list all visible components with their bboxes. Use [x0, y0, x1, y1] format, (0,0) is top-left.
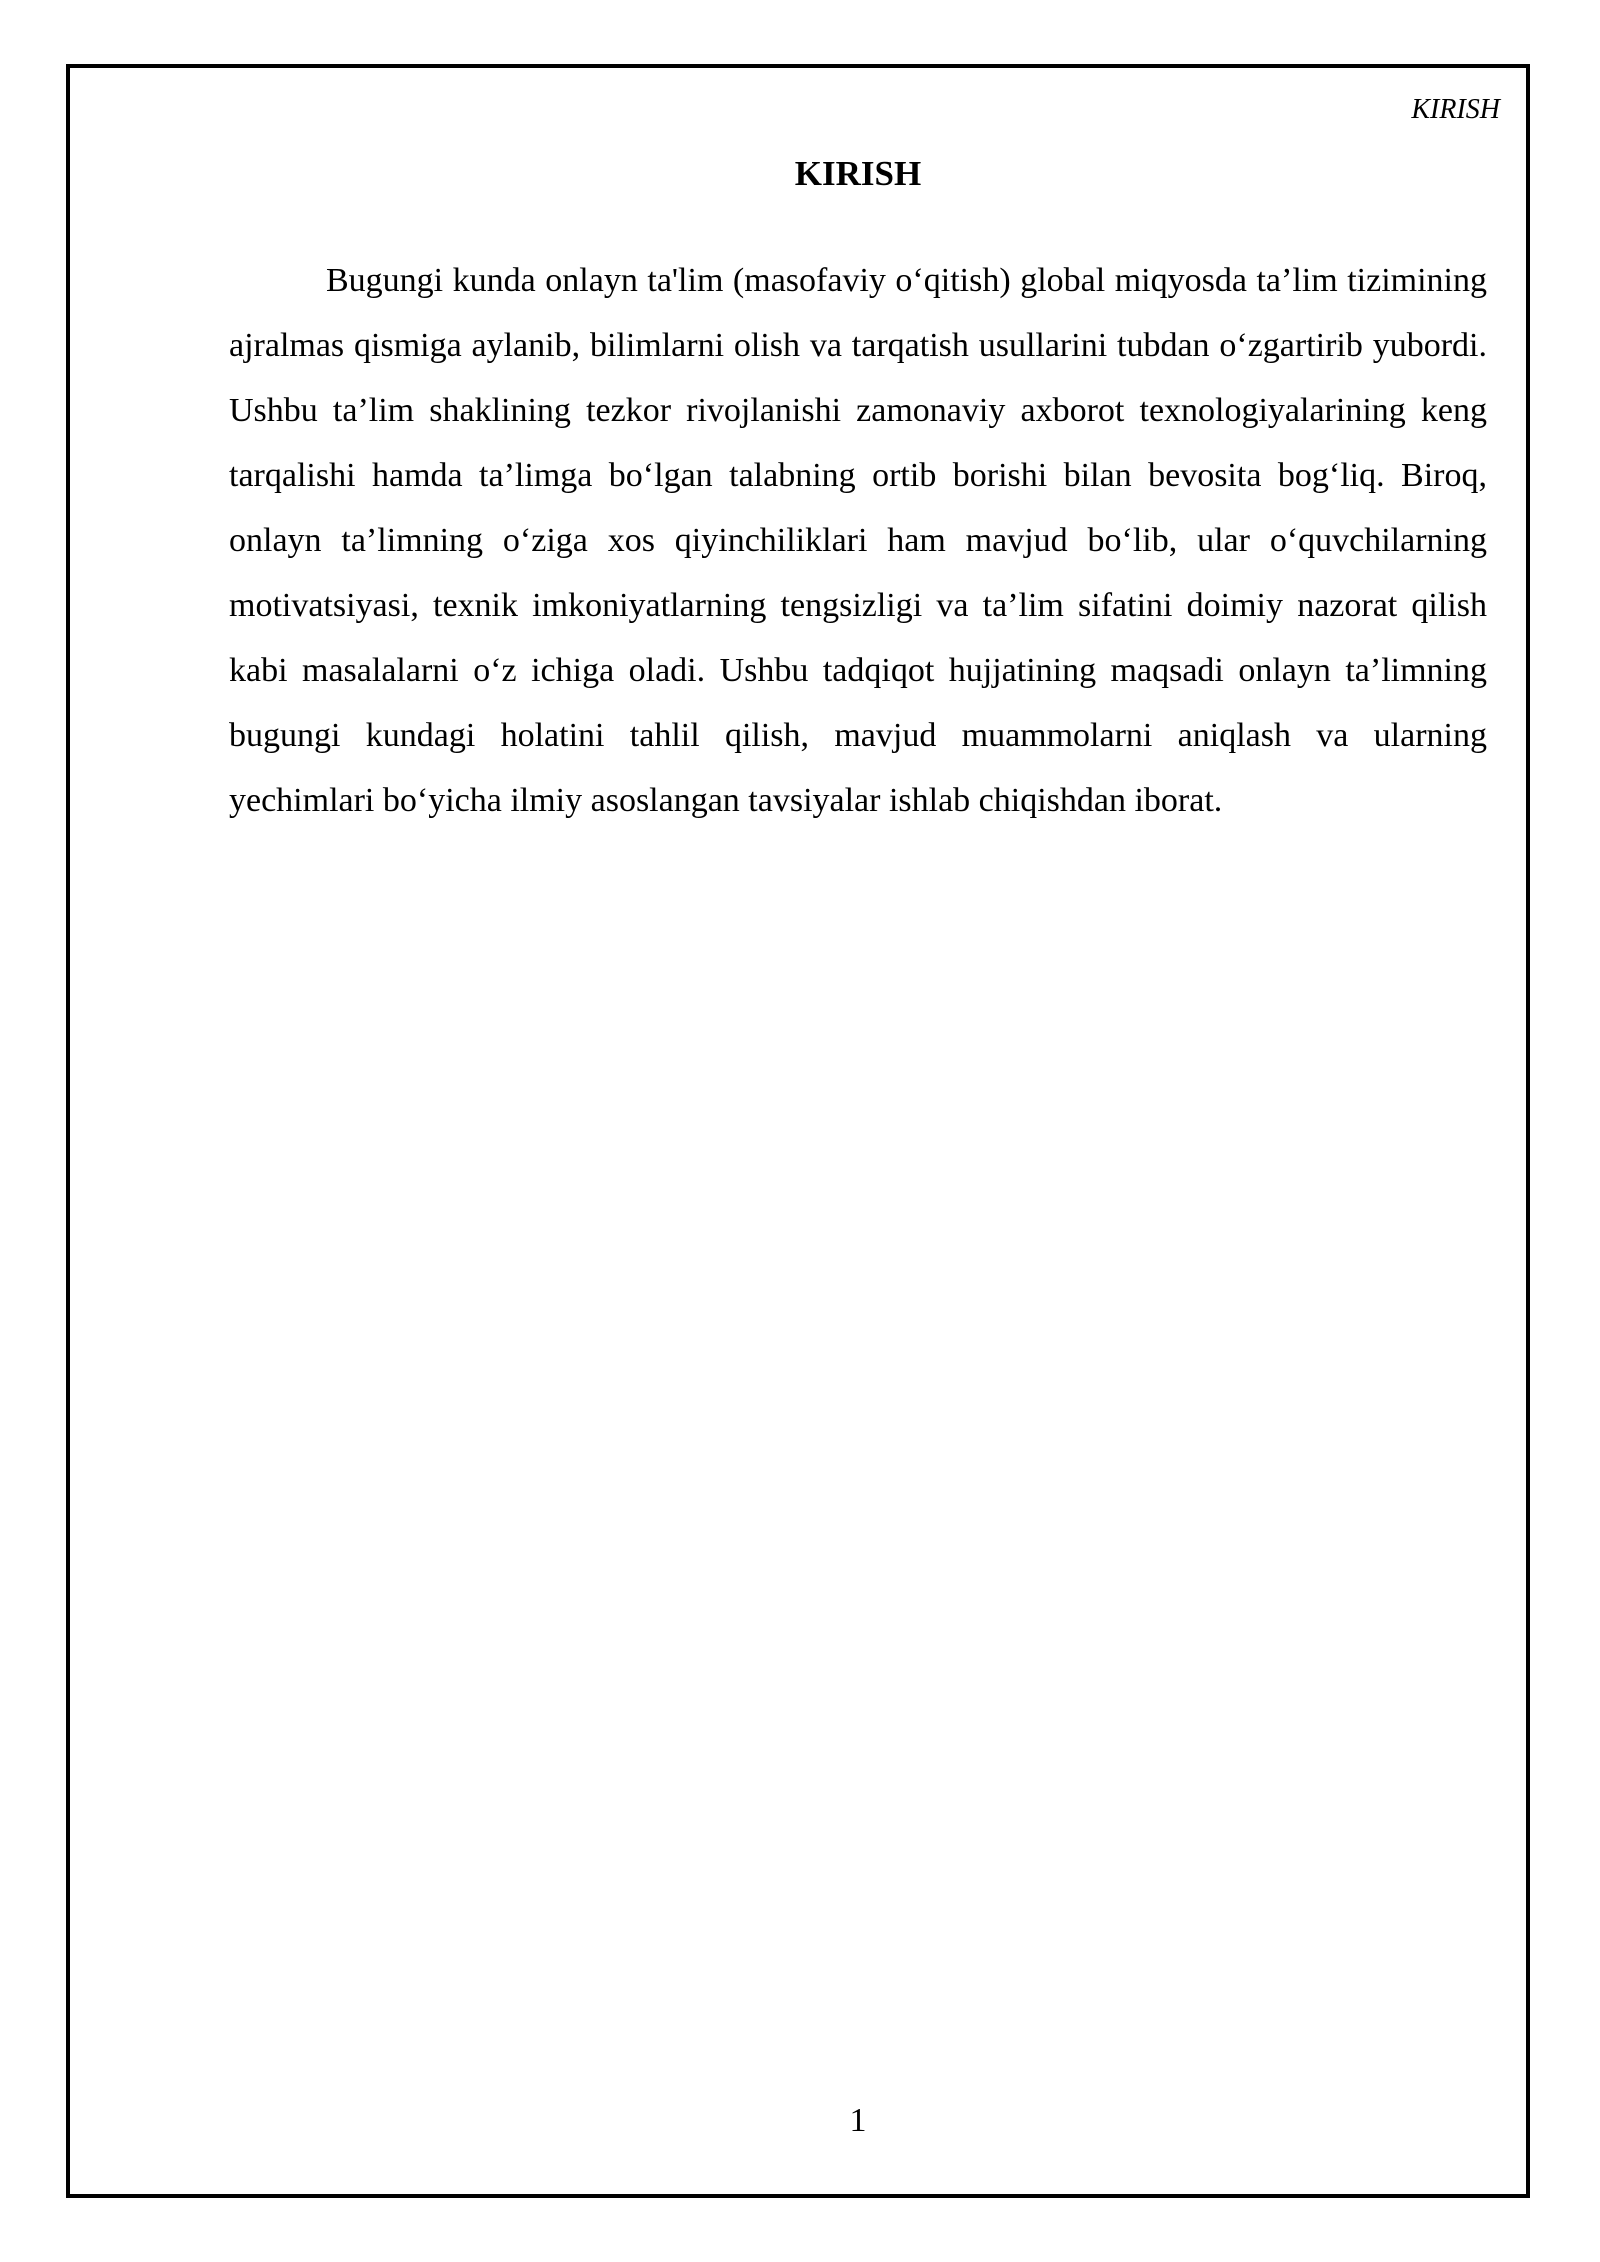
page-number: 1: [849, 2102, 867, 2139]
section-title: KIRISH: [794, 154, 922, 193]
running-header: KIRISH: [1411, 94, 1500, 125]
body-paragraph: Bugungi kunda onlayn ta'lim (masofaviy o‘qitish) global miqyosda ta’lim tizimining ajralmas qismiga aylanib, bilimlarni olish va tarqatish usullarini tubdan o‘zgartirib yubordi. Ushbu ta’lim shaklining tezkor rivojlanishi zamonaviy axborot texnologiyalarining keng tarqalishi hamda ta’limga bo‘lgan talabning ortib borishi bilan bevosita bog‘liq. Biroq, onlayn ta’limning o‘ziga xos qiyinchiliklari ham mavjud bo‘lib, ular o‘quvchilarning motivatsiyasi, texnik imkoniyatlarning tengsizligi va ta’lim sifatini doimiy nazorat qilish kabi masalalarni o‘z ichiga oladi. Ushbu tadqiqot hujjatining maqsadi onlayn ta’limning bugungi kundagi holatini tahlil qilish, mavjud muammolarni aniqlash va ularning yechimlari bo‘yicha ilmiy asoslangan tavsiyalar ishlab chiqishdan iborat.: [229, 262, 1487, 819]
